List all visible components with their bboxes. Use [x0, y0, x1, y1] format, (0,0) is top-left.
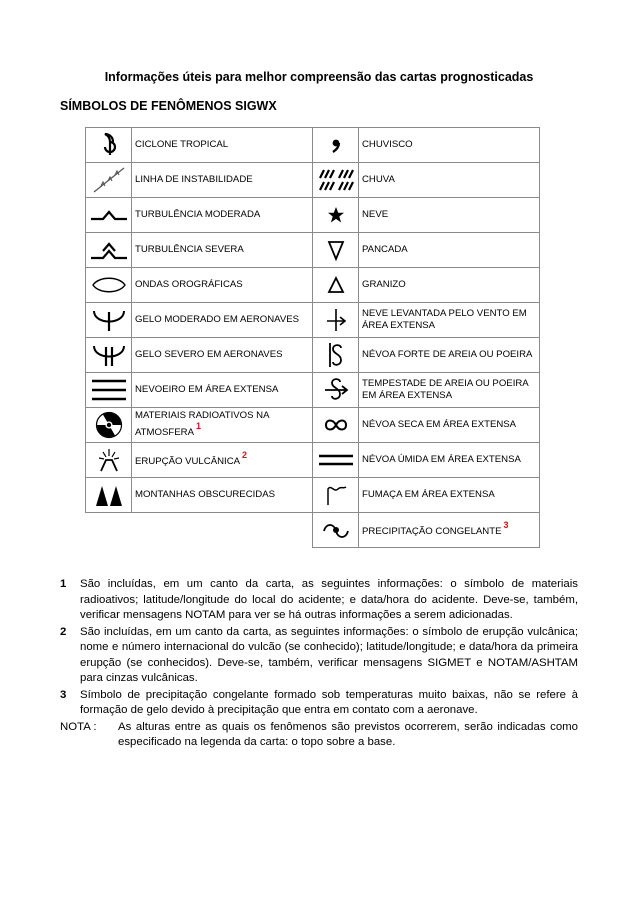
freezing-precipitation-icon — [313, 513, 359, 548]
sand-dust-haze-icon — [313, 338, 359, 373]
nota — [60, 720, 578, 751]
rain-icon — [313, 163, 359, 198]
symbol-label: GELO MODERADO EM AERONAVES — [132, 303, 313, 338]
footnote-marker: 2 — [242, 450, 248, 461]
empty-cell — [132, 513, 313, 548]
table-row — [86, 198, 540, 233]
snow-icon — [313, 198, 359, 233]
page-title: Informações úteis para melhor compreensão das cartas prognosticadas — [104, 70, 534, 84]
symbol-label: CHUVISCO — [359, 128, 540, 163]
mountain-obscuration-icon — [86, 478, 132, 513]
footnote-number: 1 — [60, 578, 67, 590]
symbol-label: LINHA DE INSTABILIDADE — [132, 163, 313, 198]
symbol-label: MATERIAIS RADIOATIVOS NA ATMOSFERA — [135, 410, 269, 439]
symbol-label: GRANIZO — [359, 268, 540, 303]
symbol-label: CICLONE TROPICAL — [132, 128, 313, 163]
sigwx-symbols-table — [85, 127, 540, 548]
footnote-marker: 3 — [503, 520, 509, 531]
smoke-icon — [313, 478, 359, 513]
footnote-text: São incluídas, em um canto da carta, as seguintes informações: o símbolo de erupção vulcânica; nome e número internacional do vulcão (se conhecido); latitude/longitude; e data/hora da primeira erupção (se conhecidos). Deve-se, também, verificar mensagens SIGMET e NOTAM/ASHTAM para cinzas vulcânicas. — [80, 625, 578, 684]
radioactive-label-cell — [132, 408, 313, 443]
table-row — [86, 408, 540, 443]
drizzle-icon — [313, 128, 359, 163]
symbol-label: TURBULÊNCIA MODERADA — [132, 198, 313, 233]
symbol-label: ONDAS OROGRÁFICAS — [132, 268, 313, 303]
table-row — [86, 338, 540, 373]
symbol-label: NÉVOA ÚMIDA EM ÁREA EXTENSA — [359, 443, 540, 478]
footnote-3 — [60, 688, 578, 719]
symbol-label: NEVE — [359, 198, 540, 233]
table-row — [86, 303, 540, 338]
table-row — [86, 233, 540, 268]
radioactive-icon — [86, 408, 132, 443]
footnote-text: São incluídas, em um canto da carta, as seguintes informações: o símbolo de materiais radioativos; latitude/longitude do local do acidente; e data/hora do acidente. Deve-se, também, verificar mensagens NOTAM para ver se há outras informações a serem adicionadas. — [80, 578, 578, 621]
shower-icon — [313, 233, 359, 268]
severe-icing-icon — [86, 338, 132, 373]
table-row — [86, 373, 540, 408]
table-row — [86, 128, 540, 163]
moderate-turbulence-icon — [86, 198, 132, 233]
footnote-marker: 1 — [196, 421, 202, 432]
symbol-label: NÉVOA FORTE DE AREIA OU POEIRA — [359, 338, 540, 373]
hail-icon — [313, 268, 359, 303]
sandstorm-icon — [313, 373, 359, 408]
table-row — [86, 513, 540, 548]
nota-label: NOTA : — [60, 720, 97, 733]
tropical-cyclone-icon — [86, 128, 132, 163]
symbol-label: MONTANHAS OBSCURECIDAS — [132, 478, 313, 513]
table-row — [86, 478, 540, 513]
footnote-1 — [60, 577, 578, 624]
symbol-label: NEVE LEVANTADA PELO VENTO EM ÁREA EXTENSA — [359, 303, 540, 338]
symbol-label: PANCADA — [359, 233, 540, 268]
haze-icon — [313, 408, 359, 443]
volcano-label-cell — [132, 443, 313, 478]
footnote-number: 3 — [60, 688, 67, 701]
severe-turbulence-icon — [86, 233, 132, 268]
nota-text: As alturas entre as quais os fenômenos são previstos ocorrerem, serão indicadas como especificado na legenda da carta: o topo sobre a base. — [118, 720, 578, 748]
moderate-icing-icon — [86, 303, 132, 338]
symbol-label: CHUVA — [359, 163, 540, 198]
table-row — [86, 163, 540, 198]
widespread-fog-icon — [86, 373, 132, 408]
mist-icon — [313, 443, 359, 478]
symbol-label: NÉVOA SECA EM ÁREA EXTENSA — [359, 408, 540, 443]
symbol-label: TEMPESTADE DE AREIA OU POEIRA EM ÁREA EXTENSA — [359, 373, 540, 408]
symbol-label: NEVOEIRO EM ÁREA EXTENSA — [132, 373, 313, 408]
volcanic-eruption-icon — [86, 443, 132, 478]
mountain-waves-icon — [86, 268, 132, 303]
footnotes — [60, 577, 578, 751]
symbol-label: TURBULÊNCIA SEVERA — [132, 233, 313, 268]
blowing-snow-icon — [313, 303, 359, 338]
empty-cell — [86, 513, 132, 548]
symbol-label: FUMAÇA EM ÁREA EXTENSA — [359, 478, 540, 513]
symbol-label: PRECIPITAÇÃO CONGELANTE — [362, 526, 502, 538]
squall-line-icon — [86, 163, 132, 198]
footnote-text: Símbolo de precipitação congelante formado sob temperaturas muito baixas, não se refere à formação de gelo devido à precipitação que entra em contato com a aeronave. — [80, 688, 578, 716]
symbol-label: GELO SEVERO EM AERONAVES — [132, 338, 313, 373]
footnote-number: 2 — [60, 625, 67, 638]
freezing-precip-label-cell — [359, 513, 540, 548]
symbol-label: ERUPÇÃO VULCÂNICA — [135, 456, 241, 468]
table-row — [86, 268, 540, 303]
footnote-2 — [60, 625, 578, 687]
table-row — [86, 443, 540, 478]
section-title: SÍMBOLOS DE FENÔMENOS SIGWX — [60, 99, 277, 113]
